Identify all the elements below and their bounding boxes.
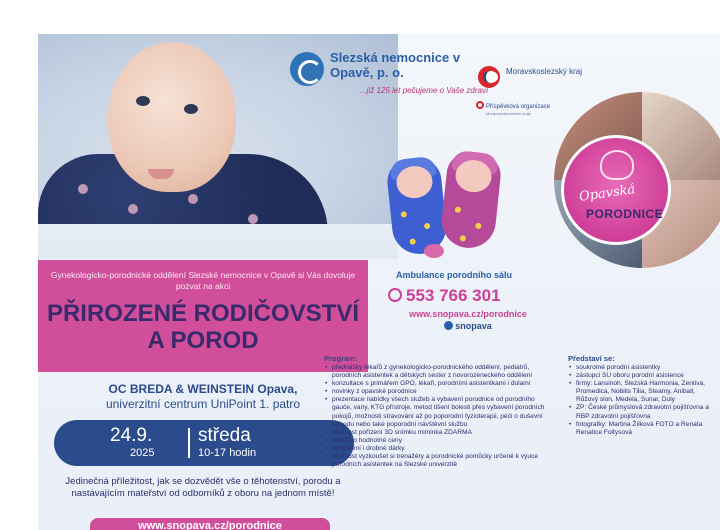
venue-detail: univerzitní centrum UniPoint 1. patro <box>105 397 301 411</box>
list-item: • pohoštění i drobné dárky <box>324 445 548 453</box>
program-section <box>324 354 548 469</box>
presenters-list <box>568 364 714 437</box>
funded-title: Příspěvková organizace <box>486 104 551 110</box>
list-item: • možnost pořízení 3D snímku miminka ZDARMA <box>324 429 548 437</box>
event-year: 2025 <box>130 447 155 459</box>
event-poster <box>38 34 720 530</box>
event-date: 24.9. <box>110 425 153 446</box>
list-item: • ZP: České průmyslová zdravotní pojišťovna a RBP zdravotní pojišťovna <box>568 404 714 420</box>
list-item: • zástupci SU oboru porodní asistence <box>568 372 714 380</box>
venue <box>38 382 368 411</box>
ambulance-website-link[interactable]: www.snopava.cz/porodnice <box>409 309 527 319</box>
region-logo-icon <box>478 66 500 88</box>
facebook-icon <box>444 321 453 330</box>
hospital-tagline: ...již 125 let pečujeme o Vaše zdraví <box>360 86 489 95</box>
event-day: středa <box>198 425 251 446</box>
baby-eye <box>136 96 150 106</box>
heart-hands-icon <box>600 150 634 180</box>
website-link[interactable]: www.snopava.cz/porodnice <box>90 518 330 530</box>
date-box <box>54 420 354 466</box>
date-divider <box>188 428 190 458</box>
star-icon <box>401 211 408 218</box>
phone-number: 553 766 301 <box>406 286 501 305</box>
flower-pattern <box>248 214 258 224</box>
event-title <box>38 300 368 354</box>
blanket <box>38 224 398 259</box>
region-name: Moravskoslezský kraj <box>506 67 583 76</box>
presenters-title: Představí se: <box>568 354 615 363</box>
invitation-text: Gynekologicko-porodnické oddělení Slezské nemocnice v Opavě si Vás dovoluje pozvat na akci <box>50 270 356 291</box>
program-title: Program: <box>324 354 358 363</box>
list-item: • přednášky lékařů z gynekologicko-porodnického oddělení, pediatrů, porodních asistentek a dětských sester z novorozeneckého oddělení <box>324 364 548 380</box>
hospital-logo <box>290 48 490 104</box>
flower-pattern <box>78 184 88 194</box>
event-description: Jedinečná příležitost, jak se dozvědět vše o těhotenství, porodu a nastávajícím mateřství od odborníků z oboru na jednom místě! <box>65 476 341 499</box>
pacifier-icon <box>424 244 444 258</box>
blue-baby-bundle <box>385 155 449 256</box>
list-item: • konzultace s primářem GPO, lékaři, porodními asistentkami i dulami <box>324 380 548 388</box>
venue-name: OC BREDA & WEINSTEIN Opava, <box>108 382 298 396</box>
star-icon <box>424 223 431 230</box>
ambulance-phone[interactable] <box>388 286 548 306</box>
star-icon <box>460 235 467 242</box>
list-item: • soukromé porodní asistentky <box>568 364 714 372</box>
pink-baby-bundle <box>439 149 503 250</box>
list-item: • možnost vyzkoušet si trenažéry a porodnické pomůcky určené k výuce porodních asistentek na Slezské univerzitě <box>324 453 548 469</box>
ambulance-title: Ambulance porodního sálu <box>396 270 513 280</box>
funded-subtitle: Moravskoslezského kraje <box>486 111 531 116</box>
baby-eye <box>184 104 198 114</box>
badge-word: PORODNICE <box>586 207 664 221</box>
star-icon <box>475 223 482 230</box>
facebook-link[interactable] <box>388 321 548 331</box>
funded-icon <box>476 101 484 109</box>
list-item: • novinky z opavské porodnice <box>324 388 548 396</box>
list-item: • prezentace nabídky všech služeb a vybavení porodnice od porodního gauče, vany, KTG přístroje, metod tišení bolesti přes vybavení porodních pokojů, možnosti stravování až po poporodní fyzioterapii, péči o duševní pohodu nebo také poporodní návštěvní službu <box>324 396 548 428</box>
facebook-handle: snopava <box>455 321 492 331</box>
list-item: • firmy: Lansinoh, Slezská Harmonia, Zentiva, Promedica, Nobilis Tilia, Steamy, Aniball, Růžový slon, Medela, Sunar, Duly <box>568 380 714 404</box>
event-title-line1: PŘIROZENÉ RODIČOVSTVÍ <box>46 300 360 327</box>
flower-pattern <box>128 204 138 214</box>
star-icon <box>409 238 416 245</box>
presenters-section <box>568 354 714 437</box>
phone-icon <box>388 288 402 302</box>
event-hours: 10-17 hodin <box>198 447 257 459</box>
ambulance-contact <box>388 270 548 365</box>
list-item: • fotografky: Martina Žílková FOTO a Renata Renatice Foltysová <box>568 421 714 437</box>
hospital-name: Slezská nemocnice v Opavě, p. o. <box>330 50 461 80</box>
flower-pattern <box>188 194 198 204</box>
list-item: • soutěž o hodnotné ceny <box>324 437 548 445</box>
event-title-line2: A POROD <box>147 327 259 354</box>
hospital-logo-icon <box>290 52 324 86</box>
star-icon <box>455 206 462 213</box>
program-list <box>324 364 548 469</box>
badge-script: Opavská <box>578 182 637 205</box>
title-box <box>38 260 368 372</box>
swaddled-babies-illustration <box>388 152 508 262</box>
